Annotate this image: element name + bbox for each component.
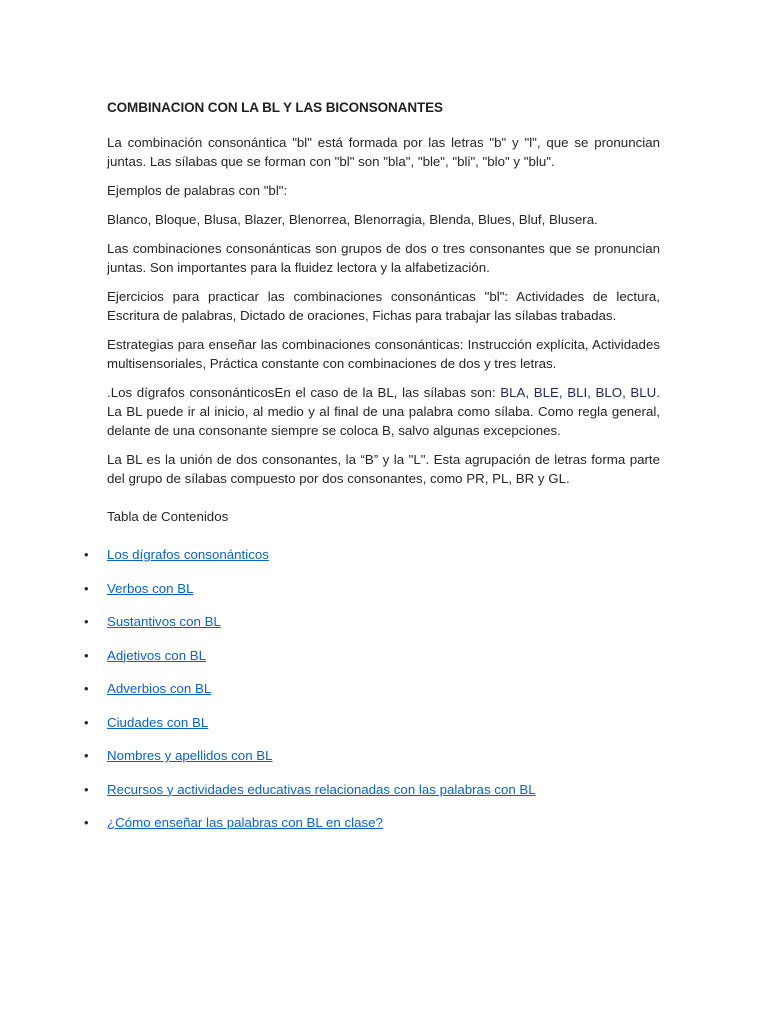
bullet-icon: • [84,681,89,696]
toc-link-recursos[interactable]: Recursos y actividades educativas relacionadas con las palabras con BL [107,781,536,797]
toc-item [84,746,660,765]
paragraph-examples-list: Blanco, Bloque, Blusa, Blazer, Blenorrea, Blenorragia, Blenda, Blues, Bluf, Blusera. [107,212,598,227]
toc-item [84,545,660,564]
toc-list [84,545,660,832]
bullet-icon: • [84,614,89,629]
toc-link-ciudades[interactable]: Ciudades con BL [107,714,209,730]
toc-link-verbos[interactable]: Verbos con BL [107,580,194,596]
bullet-icon: • [84,647,89,663]
bullet-icon: • [84,748,89,763]
digraphs-syllables: BLA, BLE, BLI, BLO, BLU [500,385,657,400]
document-page [84,99,660,847]
toc-item [84,780,660,799]
paragraph-digraphs [107,383,660,440]
paragraph-definition: Las combinaciones consonánticas son grupos de dos o tres consonantes que se pronuncian juntas. Son importantes para la fluidez lectora y la alfabetización. [107,241,660,275]
toc-link-adverbios[interactable]: Adverbios con BL [107,681,212,696]
bullet-icon: • [84,815,89,830]
bullet-icon: • [84,714,89,730]
toc-link-sustantivos[interactable]: Sustantivos con BL [107,614,221,629]
digraphs-text-after: . La BL puede ir al inicio, al medio y al final de una palabra como sílaba. Como regla general, delante de una consonante siempre se coloca B, salvo algunas excepciones. [107,385,660,438]
toc-link-nombres[interactable]: Nombres y apellidos con BL [107,748,273,763]
toc-link-digrafos[interactable]: Los dígrafos consonánticos [107,547,269,562]
bullet-icon: • [84,580,89,596]
digraphs-text-before: .Los dígrafos consonánticosEn el caso de la BL, las sílabas son: [107,385,501,400]
bullet-icon: • [84,781,89,797]
paragraph-strategies: Estrategias para enseñar las combinaciones consonánticas: Instrucción explícita, Actividades multisensoriales, Práctica constante con combinaciones de dos y tres letras. [107,337,660,371]
toc-item [84,679,660,698]
toc-link-como-ensenar[interactable]: ¿Cómo enseñar las palabras con BL en clase? [107,815,383,830]
toc-title: Tabla de Contenidos [107,509,229,524]
toc-item [84,579,660,598]
bullet-icon: • [84,547,89,562]
toc-item [84,713,660,732]
document-title: COMBINACION CON LA BL Y LAS BICONSONANTES [107,100,443,115]
paragraph-exercises: Ejercicios para practicar las combinaciones consonánticas "bl": Actividades de lectura, Escritura de palabras, Dictado de oraciones, Fichas para trabajar las sílabas trabadas. [107,289,660,323]
toc-item [84,813,660,832]
paragraph-closing: La BL es la unión de dos consonantes, la “B” y la "L". Esta agrupación de letras forma parte del grupo de sílabas compuesto por dos consonantes, como PR, PL, BR y GL. [107,452,660,486]
toc-link-adjetivos[interactable]: Adjetivos con BL [107,647,207,663]
toc-item [84,612,660,631]
paragraph-intro: La combinación consonántica "bl" está formada por las letras "b" y "l", que se pronuncian juntas. Las sílabas que se forman con "bl" son "bla", "ble", "bli", "blo" y "blu". [107,135,660,169]
toc-item [84,646,660,665]
paragraph-examples-heading: Ejemplos de palabras con "bl": [107,183,288,198]
